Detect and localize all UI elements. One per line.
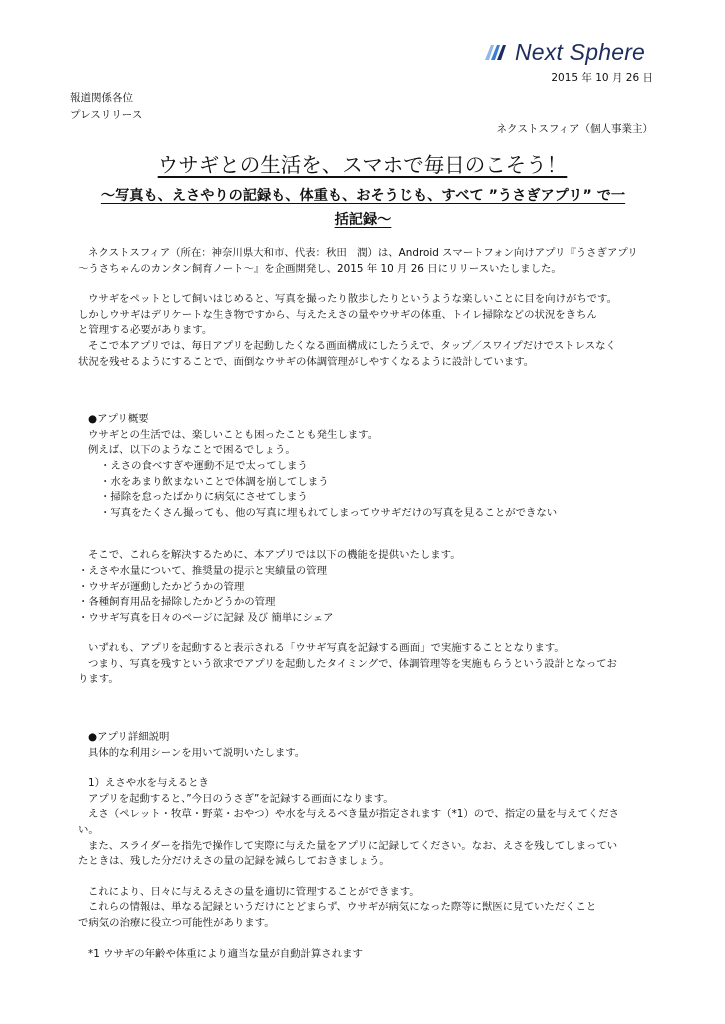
body-text xyxy=(78,246,653,962)
footnote: *1 ウサギの年齢や体重により適当な量が自動計算されます xyxy=(88,947,363,960)
solution-closing-line: つまり、写真を残すという欲求でアプリを起動したタイミングで、体調管理等を実施もらうという設計となってお xyxy=(88,657,617,670)
case-line: たときは、残した分だけえさの量の記録を減らしておきましょう。 xyxy=(78,855,390,868)
case-line: えさ（ペレット・牧草・野菜・おやつ）や水を与えるべき量が指定されます（*1）ので、指定の量を与えてくださ xyxy=(88,808,620,821)
overview-line: ウサギとの生活では、楽しいことも困ったことも発生します。 xyxy=(88,428,379,441)
page-title xyxy=(0,148,725,178)
release-date: 2015 年 10 月 26 日 xyxy=(551,72,653,84)
solution-closing-line: ります。 xyxy=(78,673,119,686)
subtitle xyxy=(78,184,648,232)
issuer: ネクストスフィア（個人事業主） xyxy=(496,123,653,135)
subtitle-line-2: 括記録～ xyxy=(334,212,392,228)
case-line: また、スライダーを指先で操作して実際に与えた量をアプリに記録してください。なお、えさを残してしまってい xyxy=(88,839,618,852)
section-heading-overview: ●アプリ概要 xyxy=(88,413,149,426)
overview-bullet: ・写真をたくさん撮っても、他の写真に埋もれてしまってウサギだけの写真を見ることができない xyxy=(100,506,558,519)
intro-line: ネクストスフィア（所在：神奈川県大和市、代表：秋田 潤）は、Android スマートフォン向けアプリ『うさぎアプリ xyxy=(88,247,638,259)
title-text: ウサギとの生活を、スマホで毎日のこそう！ xyxy=(157,153,568,177)
feature-bullet: ・各種飼育用品を掃除したかどうかの管理 xyxy=(78,596,276,609)
overview-line: 例えば、以下のようなことで困るでしょう。 xyxy=(88,444,296,457)
feature-bullet: ・えさや水量について、推奨量の提示と実績量の管理 xyxy=(78,564,327,577)
feature-bullet: ・ウサギが運動したかどうかの管理 xyxy=(78,580,245,593)
addressee-line: 報道関係各位 xyxy=(70,92,133,104)
solution-closing-line: いずれも、アプリを起動すると表示される「ウサギ写真を記録する画面」で実施することとなります。 xyxy=(88,642,565,655)
intro-line: ～うさちゃんのカンタン飼育ノート～』を企画開発し、2015 年 10 月 26 日にリリースいたしました。 xyxy=(78,262,562,275)
result-line: これにより、日々に与えるえさの量を適切に管理することができます。 xyxy=(88,885,420,898)
overview-bullet: ・水をあまり飲まないことで体調を崩してしまう xyxy=(100,475,329,488)
addressee-block xyxy=(70,90,142,124)
result-line: で病気の治療に役立つ可能性があります。 xyxy=(78,917,275,929)
document-type: プレスリリース xyxy=(70,109,143,121)
logo-text: Next Sphere xyxy=(515,38,646,65)
paragraph-line: そこで本アプリでは、毎日アプリを起動したくなる画面構成にしたうえで、タップ／スワイプだけでストレスなく xyxy=(88,339,616,352)
paragraph-line: と管理する必要があります。 xyxy=(78,324,213,337)
subtitle-line-1: ～写真も、えさやりの記録も、体重も、おそうじも、すべて ”うさぎアプリ” で一 xyxy=(100,188,626,204)
paragraph-line: ウサギをペットとして飼いはじめると、写真を撮ったり散歩したりというような楽しいことに目を向けがちです。 xyxy=(88,293,617,306)
next-sphere-logo-icon xyxy=(483,42,511,62)
case-line: アプリを起動すると、”今日のうさぎ”を記録する画面になります。 xyxy=(88,792,394,805)
solution-intro: そこで、これらを解決するために、本アプリでは以下の機能を提供いたします。 xyxy=(88,549,461,562)
section-heading-details: ●アプリ詳細説明 xyxy=(88,731,170,744)
paragraph-line: しかしウサギはデリケートな生き物ですから、与えたえさの量やウサギの体重、トイレ掃除などの状況をきちん xyxy=(78,308,597,321)
feature-bullet: ・ウサギ写真を日々のページに記録 及び 簡単にシェア xyxy=(78,611,334,624)
overview-bullet: ・掃除を怠ったばかりに病気にさせてしまう xyxy=(100,491,308,504)
overview-bullet: ・えさの食べすぎや運動不足で太ってしまう xyxy=(100,459,308,472)
case-title: 1）えさや水を与えるとき xyxy=(88,777,209,790)
paragraph-line: 状況を残せるようにすることで、面倒なウサギの体調管理がしやすくなるように設計しています。 xyxy=(78,355,535,368)
result-line: これらの情報は、単なる記録というだけにとどまらず、ウサギが病気になった際等に獣医に見ていただくこと xyxy=(88,901,597,914)
details-intro: 具体的な利用シーンを用いて説明いたします。 xyxy=(88,746,306,759)
company-logo xyxy=(483,36,645,68)
case-line: い。 xyxy=(78,824,99,837)
